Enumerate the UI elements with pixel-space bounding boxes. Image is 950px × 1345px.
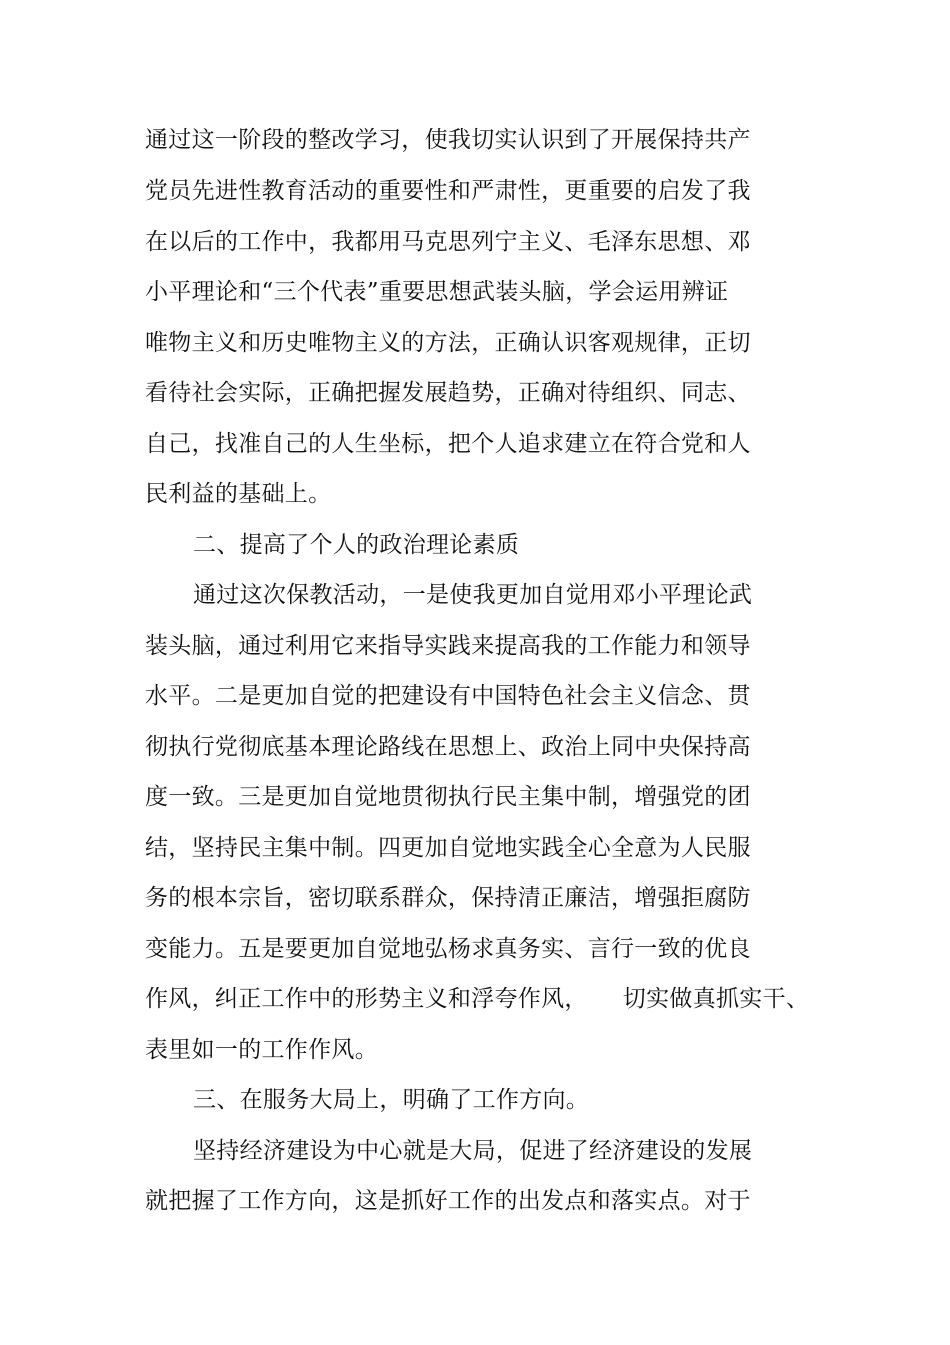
text-line: 小平理论和“三个代表”重要思想武装头脑，学会运用辨证 — [145, 279, 729, 305]
text-line: 唯物主义和历史唯物主义的方法，正确认识客观规律，正切 — [145, 330, 751, 356]
text-line: 在以后的工作中，我都用马克思列宁主义、毛泽东思想、邓 — [145, 229, 751, 255]
text-line: 民利益的基础上。 — [145, 481, 332, 507]
text-line: 彻执行党彻底基本理论路线在思想上、政治上同中央保持高 — [145, 734, 751, 760]
text-line: 通过这一阶段的整改学习，使我切实认识到了开展保持共产 — [145, 127, 751, 153]
text-line: 水平。二是更加自觉的把建设有中国特色社会主义信念、贯 — [145, 683, 751, 709]
text-line: 表里如一的工作作风。 — [145, 1037, 378, 1063]
text-line: 结，坚持民主集中制。四更加自觉地实践全心全意为人民服 — [145, 835, 751, 861]
text-line: 务的根本宗旨，密切联系群众，保持清正廉洁，增强拒腐防 — [145, 885, 751, 911]
text-line: 看待社会实际，正确把握发展趋势，正确对待组织、同志、 — [145, 380, 751, 406]
text-line: 变能力。五是要更加自觉地弘杨求真务实、言行一致的优良 — [145, 936, 751, 962]
text-line: 作风，纠正工作中的形势主义和浮夸作风， 切实做真抓实干、 — [145, 986, 810, 1012]
text-line: 就把握了工作方向，这是抓好工作的出发点和落实点。对于 — [145, 1188, 751, 1214]
text-line: 度一致。三是更加自觉地贯彻执行民主集中制，增强党的团 — [145, 784, 751, 810]
section-heading: 三、在服务大局上，明确了工作方向。 — [193, 1087, 590, 1113]
text-line: 党员先进性教育活动的重要性和严肃性，更重要的启发了我 — [145, 178, 751, 204]
section-heading: 二、提高了个人的政治理论素质 — [193, 532, 520, 558]
text-line: 坚持经济建设为中心就是大局，促进了经济建设的发展 — [193, 1138, 753, 1164]
text-line: 通过这次保教活动，一是使我更加自觉用邓小平理论武 — [193, 582, 753, 608]
text-line: 自己，找准自己的人生坐标，把个人追求建立在符合党和人 — [145, 431, 751, 457]
text-line: 装头脑，通过利用它来指导实践来提高我的工作能力和领导 — [145, 633, 751, 659]
